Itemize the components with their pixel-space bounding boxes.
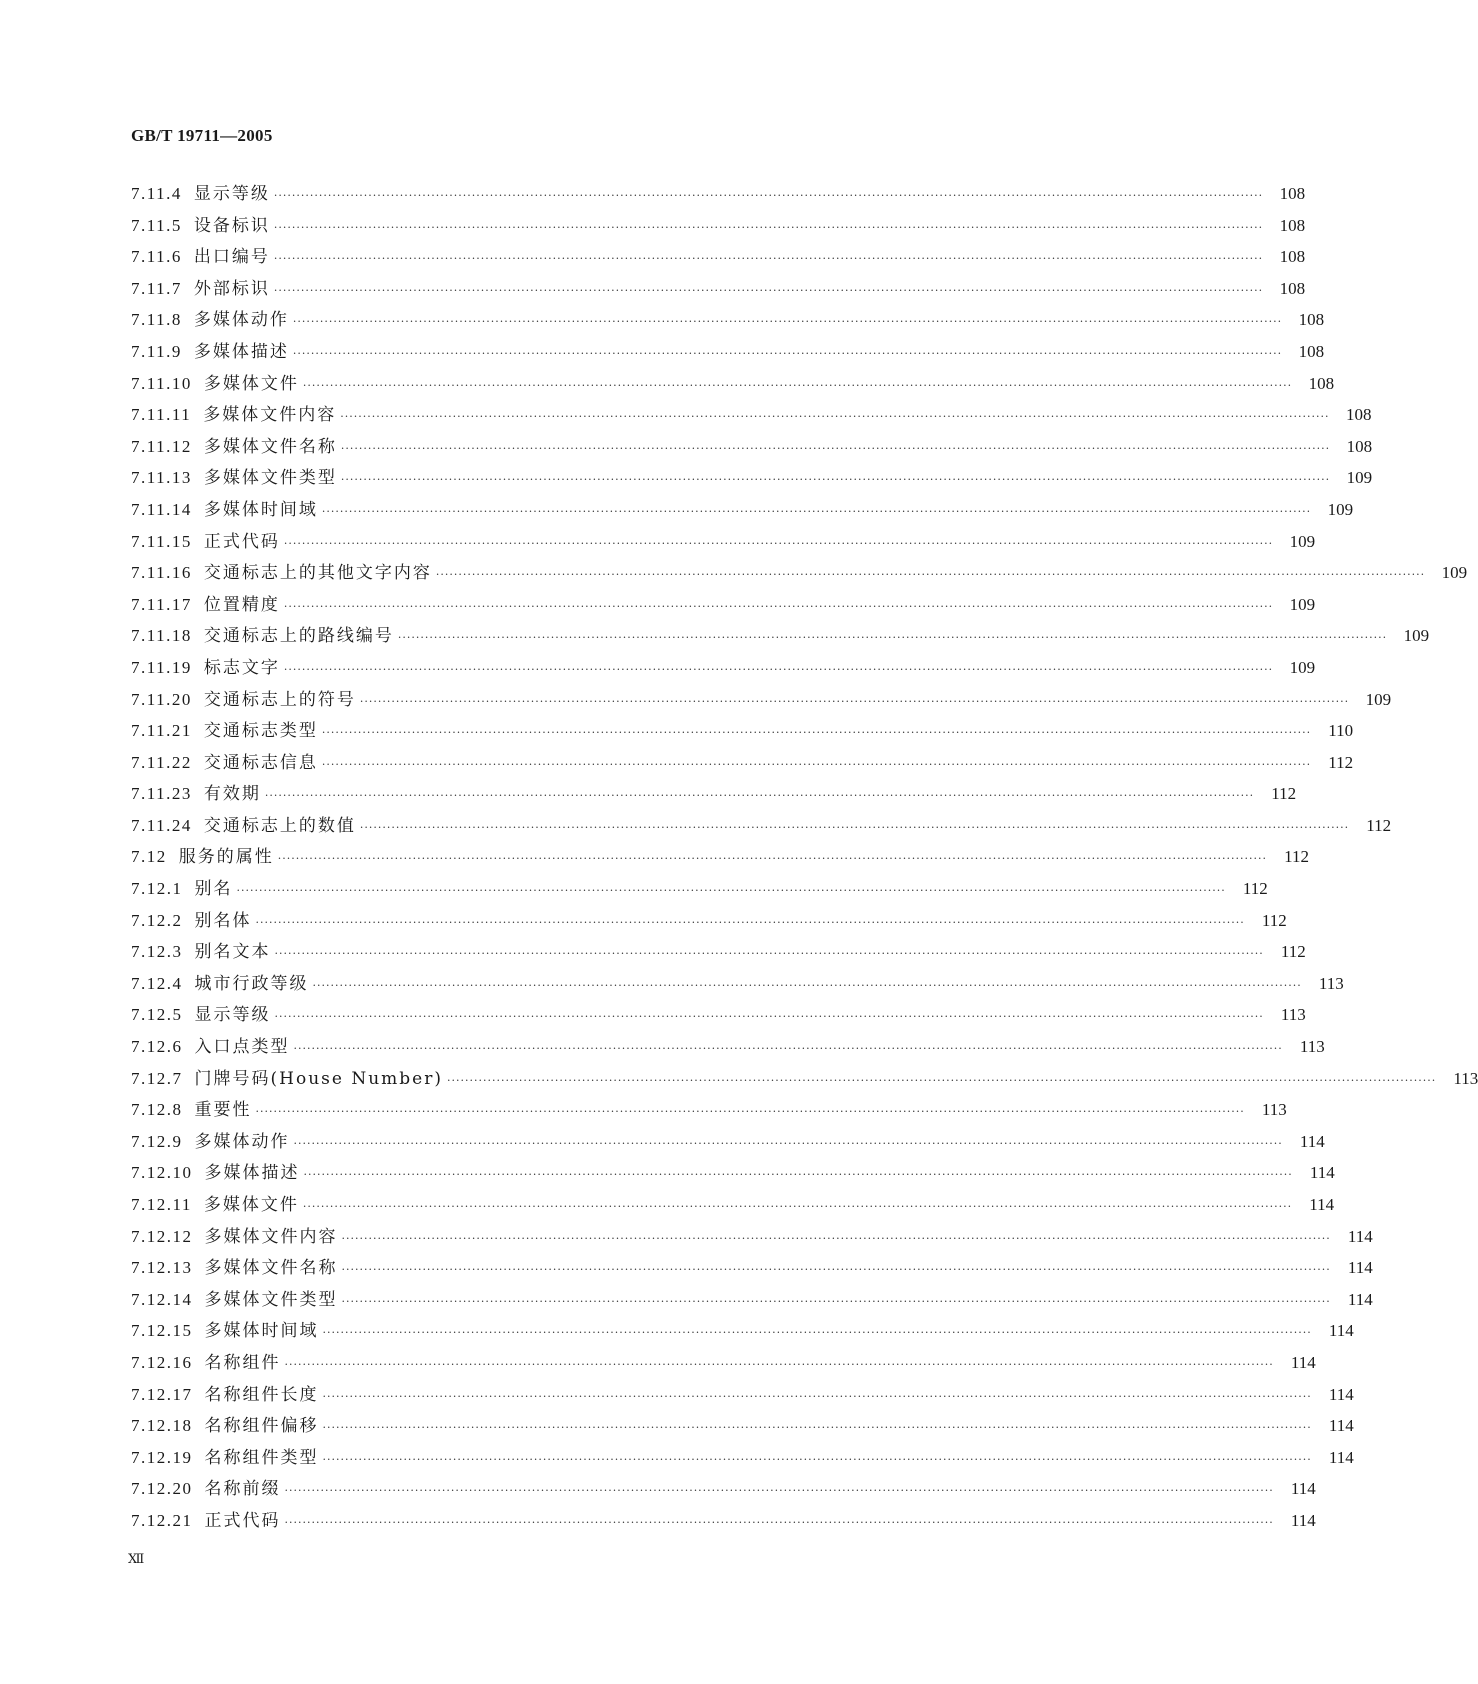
toc-entry-title: 多媒体文件名称 <box>204 1258 338 1279</box>
toc-entry-page: 108 <box>1308 373 1335 393</box>
document-header <box>131 126 273 146</box>
toc-entry <box>131 1094 1287 1126</box>
toc-entry <box>131 589 1316 621</box>
toc-entry-page: 114 <box>1328 1416 1354 1436</box>
toc-entry-number: 7.12.7 <box>131 1068 183 1088</box>
toc-dot-leader: ···························································································································································································································· <box>274 1010 1264 1024</box>
toc-entry-number: 7.12.3 <box>131 942 183 962</box>
toc-entry-page: 108 <box>1346 436 1373 456</box>
toc-entry-number: 7.12.6 <box>131 1037 183 1057</box>
toc-entry-page: 114 <box>1290 1352 1316 1372</box>
toc-entry <box>131 210 1306 242</box>
toc-entry-number: 7.11.22 <box>131 752 192 772</box>
toc-entry-number: 7.12.16 <box>131 1352 193 1372</box>
toc-entry-page: 114 <box>1309 1163 1335 1183</box>
toc-entry <box>131 999 1306 1031</box>
toc-entry <box>131 368 1335 400</box>
toc-entry-number: 7.11.4 <box>131 184 182 203</box>
toc-entry <box>131 178 1306 210</box>
toc-entry <box>131 905 1287 937</box>
toc-dot-leader: ···························································································································································································································· <box>340 441 1331 455</box>
toc-entry-page: 112 <box>1366 815 1392 835</box>
toc-dot-leader: ···························································································································································································································· <box>321 726 1312 740</box>
toc-entry <box>131 462 1373 494</box>
toc-entry-number: 7.12.1 <box>131 879 183 899</box>
page-footer <box>128 1551 143 1567</box>
toc-entry-title: 位置精度 <box>203 594 280 615</box>
toc-dot-leader: ···························································································································································································································· <box>312 978 1302 992</box>
toc-entry <box>131 1221 1373 1253</box>
toc-dot-leader: ···························································································································································································································· <box>283 662 1274 676</box>
toc-entry-page: 108 <box>1279 215 1306 235</box>
toc-entry-title: 名称前缀 <box>204 1479 281 1500</box>
toc-entry-title: 标志文字 <box>203 657 280 678</box>
toc-entry <box>131 336 1325 368</box>
toc-entry-page: 112 <box>1271 784 1297 804</box>
toc-entry-number: 7.11.6 <box>131 247 182 267</box>
toc-entry-page: 114 <box>1290 1510 1316 1530</box>
toc-entry-title: 显示等级 <box>193 184 270 204</box>
toc-entry-title: 正式代码 <box>204 1510 281 1531</box>
toc-dot-leader: ···························································································································································································································· <box>255 1105 1245 1119</box>
toc-entry-number: 7.11.16 <box>131 563 192 583</box>
toc-entry-number: 7.11.10 <box>131 373 192 393</box>
toc-entry-number: 7.11.20 <box>131 689 192 709</box>
toc-entry-page: 114 <box>1328 1447 1354 1467</box>
toc-entry-number: 7.12.17 <box>131 1384 193 1404</box>
toc-entry <box>131 1379 1354 1411</box>
standard-id: GB/T 19711—2005 <box>131 126 273 145</box>
toc-entry <box>131 241 1306 273</box>
toc-entry-title: 交通标志上的路线编号 <box>203 626 394 647</box>
toc-dot-leader: ···························································································································································································································· <box>284 1357 1274 1371</box>
toc-entry-title: 多媒体文件内容 <box>203 405 337 426</box>
toc-entry <box>131 494 1354 526</box>
toc-dot-leader: ···························································································································································································································· <box>283 536 1274 550</box>
toc-dot-leader: ···························································································································································································································· <box>292 346 1283 360</box>
toc-entry <box>131 526 1316 558</box>
toc-entry-title: 别名体 <box>194 910 252 931</box>
toc-entry-title: 多媒体时间域 <box>204 1321 319 1342</box>
toc-dot-leader: ···························································································································································································································· <box>435 568 1426 582</box>
toc-entry-page: 114 <box>1309 1195 1335 1214</box>
toc-entry <box>131 1031 1325 1063</box>
toc-entry-page: 112 <box>1280 942 1306 962</box>
toc-dot-leader: ···························································································································································································································· <box>273 220 1264 234</box>
toc-entry-page: 112 <box>1261 910 1287 930</box>
toc-entry-page: 113 <box>1318 973 1344 993</box>
toc-dot-leader: ···························································································································································································································· <box>277 852 1267 866</box>
toc-dot-leader: ···························································································································································································································· <box>302 1200 1293 1213</box>
toc-entry-number: 7.12.9 <box>131 1131 183 1151</box>
toc-dot-leader: ···························································································································································································································· <box>322 1326 1312 1340</box>
toc-entry-title: 多媒体文件内容 <box>204 1226 338 1247</box>
toc-entry-page: 114 <box>1328 1384 1354 1404</box>
toc-entry-page: 108 <box>1279 184 1306 203</box>
toc-entry-number: 7.12.8 <box>131 1100 183 1120</box>
toc-dot-leader: ···························································································································································································································· <box>359 820 1350 834</box>
toc-entry-number: 7.12.20 <box>131 1479 193 1499</box>
toc-entry-title: 多媒体文件类型 <box>203 468 337 489</box>
toc-entry-title: 入口点类型 <box>194 1037 290 1058</box>
toc-entry-number: 7.11.5 <box>131 215 182 235</box>
toc-entry <box>131 1505 1316 1537</box>
toc-entry-page: 108 <box>1279 247 1306 267</box>
toc-entry-title: 服务的属性 <box>178 847 274 868</box>
toc-dot-leader: ···························································································································································································································· <box>322 1452 1312 1466</box>
toc-entry <box>131 557 1468 589</box>
toc-dot-leader: ···························································································································································································································· <box>446 1073 1437 1087</box>
toc-entry <box>131 304 1325 336</box>
toc-dot-leader: ···························································································································································································································· <box>284 1484 1274 1498</box>
toc-entry <box>131 620 1430 652</box>
toc-entry-title: 城市行政等级 <box>194 973 309 994</box>
toc-entry-title: 显示等级 <box>194 1005 271 1026</box>
toc-entry-title: 多媒体动作 <box>194 1131 290 1152</box>
toc-entry-number: 7.11.8 <box>131 310 182 330</box>
toc-entry-page: 110 <box>1328 721 1354 741</box>
toc-dot-leader: ···························································································································································································································· <box>340 473 1331 487</box>
toc-entry-number: 7.12.13 <box>131 1258 193 1278</box>
toc-entry-number: 7.11.15 <box>131 531 192 551</box>
toc-entry-number: 7.11.11 <box>131 405 192 425</box>
toc-entry-page: 114 <box>1347 1289 1373 1309</box>
toc-entry-number: 7.12.15 <box>131 1321 193 1341</box>
toc-entry <box>131 968 1344 1000</box>
toc-entry <box>131 1284 1373 1316</box>
toc-entry-page: 109 <box>1327 499 1354 519</box>
toc-dot-leader: ···························································································································································································································· <box>397 631 1388 645</box>
toc-dot-leader: ···························································································································································································································· <box>293 1042 1283 1056</box>
toc-entry-page: 109 <box>1289 594 1316 614</box>
toc-entry-title: 别名 <box>194 879 233 900</box>
toc-entry-title: 多媒体描述 <box>204 1163 300 1184</box>
toc-entry-title: 交通标志上的数值 <box>203 815 356 836</box>
toc-entry-title: 多媒体文件类型 <box>204 1289 338 1310</box>
toc-entry-page: 108 <box>1346 405 1372 425</box>
toc-entry <box>131 1252 1373 1284</box>
toc-entry <box>131 810 1392 842</box>
toc-entry-number: 7.12.19 <box>131 1447 193 1467</box>
toc-entry-number: 7.11.18 <box>131 626 192 646</box>
toc-entry-title: 多媒体文件 <box>203 1195 299 1215</box>
toc-entry-page: 109 <box>1403 626 1430 646</box>
toc-dot-leader: ···························································································································································································································· <box>273 252 1264 266</box>
toc-dot-leader: ···························································································································································································································· <box>341 1263 1331 1277</box>
toc-entry-number: 7.11.23 <box>131 784 192 804</box>
toc-entry-number: 7.12.10 <box>131 1163 193 1183</box>
toc-dot-leader: ···························································································································································································································· <box>341 1294 1331 1308</box>
toc-entry-number: 7.12.5 <box>131 1005 183 1025</box>
toc-entry-page: 114 <box>1299 1131 1325 1151</box>
toc-entry-title: 名称组件长度 <box>204 1384 319 1405</box>
toc-entry <box>131 747 1354 779</box>
toc-entry-number: 7.12.18 <box>131 1416 193 1436</box>
toc-entry-title: 设备标识 <box>193 215 270 236</box>
toc-entry-title: 门牌号码(House Number) <box>194 1068 443 1089</box>
toc-entry-page: 112 <box>1284 847 1309 867</box>
toc-entry-number: 7.11.24 <box>131 815 192 835</box>
toc-entry-number: 7.12.2 <box>131 910 183 930</box>
toc-dot-leader: ···························································································································································································································· <box>236 884 1226 898</box>
toc-entry-title: 交通标志信息 <box>203 752 318 773</box>
toc-entry-number: 7.11.13 <box>131 468 192 488</box>
toc-dot-leader: ···························································································································································································································· <box>322 1389 1312 1403</box>
toc-dot-leader: ···························································································································································································································· <box>274 947 1264 961</box>
toc-entry-number: 7.11.7 <box>131 278 182 298</box>
toc-dot-leader: ···························································································································································································································· <box>255 915 1245 929</box>
toc-entry-page: 113 <box>1280 1005 1306 1025</box>
toc-entry-page: 112 <box>1242 879 1268 899</box>
toc-entry-title: 重要性 <box>194 1100 252 1121</box>
toc-dot-leader: ···························································································································································································································· <box>321 757 1312 771</box>
toc-entry <box>131 399 1372 431</box>
toc-entry-page: 109 <box>1441 563 1468 583</box>
toc-entry <box>131 1063 1478 1095</box>
toc-entry <box>131 273 1306 305</box>
toc-entry-title: 多媒体时间域 <box>203 499 318 520</box>
toc-entry <box>131 715 1354 747</box>
toc-entry-page: 113 <box>1453 1068 1478 1088</box>
toc-entry-page: 114 <box>1347 1226 1373 1246</box>
toc-entry <box>131 1189 1335 1221</box>
toc-entry-title: 出口编号 <box>193 247 270 268</box>
toc-dot-leader: ···························································································································································································································· <box>340 410 1330 424</box>
toc-dot-leader: ···························································································································································································································· <box>322 1421 1312 1435</box>
toc-entry-title: 多媒体文件 <box>203 373 299 394</box>
toc-entry-number: 7.12.21 <box>131 1510 193 1530</box>
toc-entry-title: 交通标志类型 <box>203 721 318 742</box>
toc-entry-number: 7.12 <box>131 847 167 867</box>
toc-entry-page: 109 <box>1289 531 1316 551</box>
toc-entry-title: 多媒体文件名称 <box>203 436 337 457</box>
toc-entry <box>131 873 1268 905</box>
toc-entry-page: 108 <box>1298 310 1325 330</box>
toc-entry-title: 交通标志上的符号 <box>203 689 356 710</box>
toc-entry-page: 114 <box>1347 1258 1373 1278</box>
toc-entry-title: 外部标识 <box>193 278 270 299</box>
toc-dot-leader: ···························································································································································································································· <box>264 789 1255 803</box>
toc-entry-number: 7.11.17 <box>131 594 192 614</box>
toc-entry <box>131 652 1316 684</box>
toc-entry <box>131 1410 1354 1442</box>
toc-entry <box>131 1126 1325 1158</box>
toc-entry-title: 别名文本 <box>194 942 271 963</box>
toc-entry-page: 112 <box>1328 752 1354 772</box>
toc-dot-leader: ···························································································································································································································· <box>273 283 1264 297</box>
toc-dot-leader: ···························································································································································································································· <box>292 315 1283 329</box>
toc-entry-title: 正式代码 <box>203 531 280 552</box>
toc-entry <box>131 778 1297 810</box>
toc-entry <box>131 841 1309 873</box>
toc-entry-title: 名称组件 <box>204 1352 281 1373</box>
toc-entry-page: 109 <box>1289 657 1316 677</box>
toc-entry-number: 7.12.11 <box>131 1195 192 1214</box>
toc-entry-title: 交通标志上的其他文字内容 <box>203 563 432 584</box>
toc-entry-title: 多媒体描述 <box>193 341 289 362</box>
toc-entry-page: 108 <box>1279 278 1306 298</box>
toc-entry <box>131 936 1306 968</box>
toc-entry <box>131 431 1373 463</box>
page-number-label: Ⅻ <box>128 1551 144 1566</box>
toc-entry <box>131 1442 1354 1474</box>
toc-dot-leader: ···························································································································································································································· <box>283 599 1274 613</box>
toc-entry <box>131 684 1392 716</box>
toc-entry-page: 109 <box>1346 468 1373 488</box>
toc-dot-leader: ···························································································································································································································· <box>321 504 1312 518</box>
toc-entry-page: 113 <box>1261 1100 1287 1120</box>
toc-entry <box>131 1347 1316 1379</box>
toc-entry-page: 108 <box>1298 341 1325 361</box>
toc-entry-title: 名称组件偏移 <box>204 1416 319 1437</box>
toc-dot-leader: ···························································································································································································································· <box>284 1515 1274 1529</box>
toc-entry-number: 7.11.21 <box>131 721 192 741</box>
toc-entry-number: 7.12.4 <box>131 973 183 993</box>
toc-entry-page: 109 <box>1365 689 1392 709</box>
toc-entry-page: 114 <box>1328 1321 1354 1341</box>
toc-entry-title: 有效期 <box>203 784 261 805</box>
toc-dot-leader: ···························································································································································································································· <box>293 1136 1283 1150</box>
toc-entry-page: 113 <box>1299 1037 1325 1057</box>
toc-entry-page: 114 <box>1290 1479 1316 1499</box>
toc-entry-number: 7.12.14 <box>131 1289 193 1309</box>
toc-dot-leader: ···························································································································································································································· <box>303 1168 1293 1182</box>
toc-entry-number: 7.11.19 <box>131 657 192 677</box>
toc-entry-title: 多媒体动作 <box>193 310 289 331</box>
table-of-contents <box>131 178 1478 1537</box>
toc-dot-leader: ···························································································································································································································· <box>341 1231 1331 1245</box>
toc-dot-leader: ···························································································································································································································· <box>359 694 1350 708</box>
toc-entry <box>131 1157 1335 1189</box>
toc-dot-leader: ···························································································································································································································· <box>273 189 1264 202</box>
toc-entry <box>131 1315 1354 1347</box>
toc-dot-leader: ···························································································································································································································· <box>302 378 1293 392</box>
toc-entry-title: 名称组件类型 <box>204 1447 319 1468</box>
toc-entry-number: 7.11.12 <box>131 436 192 456</box>
toc-entry-number: 7.12.12 <box>131 1226 193 1246</box>
toc-entry-number: 7.11.14 <box>131 499 192 519</box>
toc-entry <box>131 1473 1316 1505</box>
toc-entry-number: 7.11.9 <box>131 341 182 361</box>
